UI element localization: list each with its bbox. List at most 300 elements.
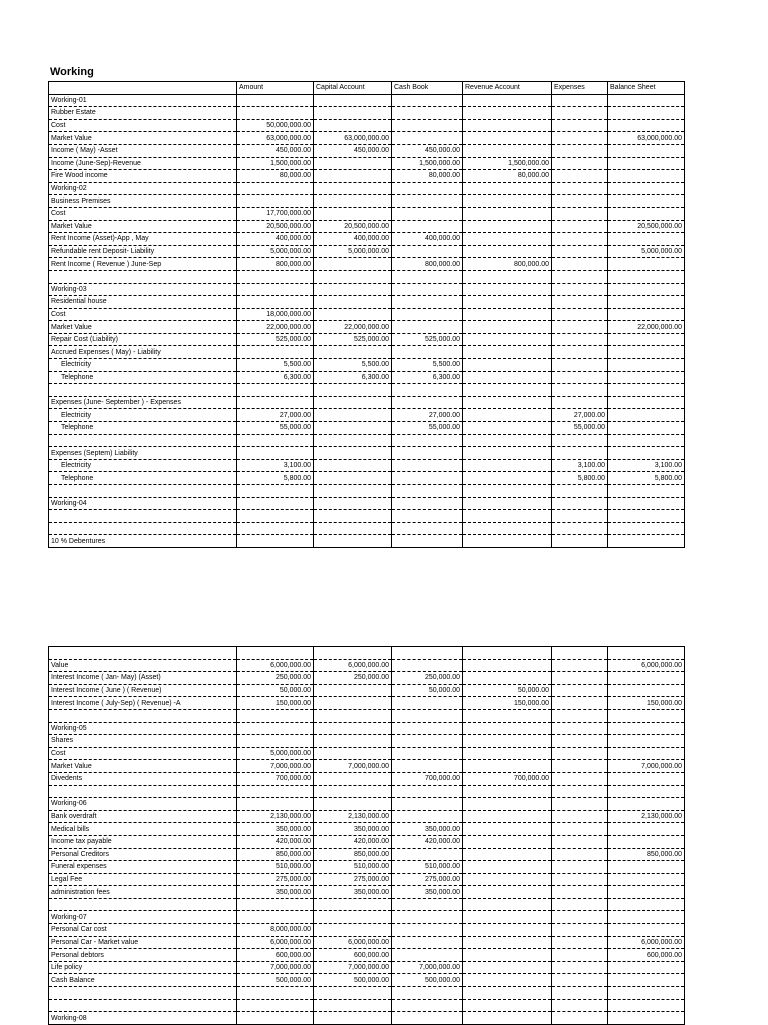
value-cell <box>608 94 685 107</box>
value-cell <box>463 522 552 535</box>
value-cell <box>463 961 552 974</box>
value-cell <box>314 396 392 409</box>
value-cell <box>463 220 552 233</box>
value-cell <box>552 886 608 899</box>
value-cell <box>608 772 685 785</box>
value-cell <box>392 107 463 120</box>
value-cell <box>552 245 608 258</box>
value-cell <box>237 396 314 409</box>
value-cell <box>608 497 685 510</box>
value-cell <box>608 270 685 283</box>
value-cell <box>608 886 685 899</box>
value-cell <box>608 974 685 987</box>
value-cell <box>314 94 392 107</box>
value-cell <box>608 144 685 157</box>
row-label-cell: Market Value <box>49 132 237 145</box>
table-row <box>49 422 685 435</box>
header-row <box>49 82 685 95</box>
value-cell: 850,000.00 <box>608 848 685 861</box>
table-row <box>49 258 685 271</box>
table-row <box>49 447 685 460</box>
value-cell: 525,000.00 <box>392 333 463 346</box>
value-cell <box>237 94 314 107</box>
table-row <box>49 283 685 296</box>
value-cell <box>608 522 685 535</box>
value-cell: 2,130,000.00 <box>314 810 392 823</box>
value-cell <box>608 107 685 120</box>
value-cell: 20,500,000.00 <box>237 220 314 233</box>
value-cell: 350,000.00 <box>237 886 314 899</box>
value-cell <box>237 434 314 447</box>
value-cell <box>392 321 463 334</box>
value-cell <box>463 497 552 510</box>
table-row <box>49 182 685 195</box>
value-cell: 800,000.00 <box>392 258 463 271</box>
table-row <box>49 949 685 962</box>
value-cell <box>392 497 463 510</box>
value-cell: 7,000,000.00 <box>314 961 392 974</box>
value-cell <box>463 672 552 685</box>
value-cell <box>552 195 608 208</box>
value-cell: 700,000.00 <box>463 772 552 785</box>
row-label-cell: Income (June-Sep)-Revenue <box>49 157 237 170</box>
value-cell <box>392 308 463 321</box>
row-label-cell: Market Value <box>49 760 237 773</box>
table-row <box>49 861 685 874</box>
value-cell <box>392 697 463 710</box>
value-cell <box>314 422 392 435</box>
value-cell <box>552 936 608 949</box>
value-cell <box>608 709 685 722</box>
value-cell <box>314 747 392 760</box>
value-cell <box>314 735 392 748</box>
table-row <box>49 647 685 660</box>
value-cell <box>608 182 685 195</box>
value-cell <box>314 722 392 735</box>
value-cell: 1,500,000.00 <box>237 157 314 170</box>
row-label-cell: Divedents <box>49 772 237 785</box>
value-cell: 2,130,000.00 <box>608 810 685 823</box>
row-label-cell: Interest Income ( July-Sep) ( Revenue) -A <box>49 697 237 710</box>
table-row <box>49 233 685 246</box>
value-cell <box>392 94 463 107</box>
row-label-cell: Electricity <box>49 409 237 422</box>
value-cell: 63,000,000.00 <box>314 132 392 145</box>
value-cell: 510,000.00 <box>392 861 463 874</box>
value-cell <box>392 510 463 523</box>
value-cell <box>314 182 392 195</box>
value-cell: 350,000.00 <box>237 823 314 836</box>
value-cell <box>552 898 608 911</box>
value-cell <box>608 987 685 1000</box>
value-cell <box>463 233 552 246</box>
value-cell <box>463 182 552 195</box>
row-label-cell: Income ( May) -Asset <box>49 144 237 157</box>
row-label-cell <box>49 987 237 1000</box>
table-row <box>49 157 685 170</box>
value-cell <box>608 647 685 660</box>
value-cell <box>608 409 685 422</box>
value-cell: 850,000.00 <box>237 848 314 861</box>
value-cell <box>463 308 552 321</box>
row-label-cell <box>49 434 237 447</box>
value-cell <box>552 911 608 924</box>
value-cell <box>552 722 608 735</box>
value-cell <box>552 798 608 811</box>
value-cell: 600,000.00 <box>314 949 392 962</box>
value-cell: 7,000,000.00 <box>608 760 685 773</box>
value-cell <box>237 195 314 208</box>
value-cell: 63,000,000.00 <box>608 132 685 145</box>
value-cell <box>463 510 552 523</box>
value-cell: 420,000.00 <box>392 835 463 848</box>
value-cell: 500,000.00 <box>392 974 463 987</box>
value-cell: 150,000.00 <box>608 697 685 710</box>
value-cell <box>314 283 392 296</box>
value-cell <box>314 522 392 535</box>
value-cell <box>608 672 685 685</box>
value-cell <box>314 987 392 1000</box>
table-row <box>49 522 685 535</box>
value-cell: 6,300.00 <box>237 371 314 384</box>
value-cell <box>314 270 392 283</box>
row-label-cell: Repair Cost (Liability) <box>49 333 237 346</box>
value-cell <box>463 810 552 823</box>
value-cell <box>463 321 552 334</box>
value-cell <box>237 647 314 660</box>
value-cell <box>608 346 685 359</box>
value-cell <box>463 270 552 283</box>
value-cell <box>237 447 314 460</box>
value-cell <box>463 823 552 836</box>
value-cell <box>552 747 608 760</box>
value-cell <box>608 422 685 435</box>
value-cell <box>552 119 608 132</box>
row-label-cell: Interest Income ( Jan- May) (Asset) <box>49 672 237 685</box>
value-cell: 50,000.00 <box>237 684 314 697</box>
value-cell <box>392 722 463 735</box>
value-cell <box>392 735 463 748</box>
header-cell-cash-book: Cash Book <box>392 82 463 95</box>
value-cell <box>314 798 392 811</box>
value-cell <box>314 647 392 660</box>
table-row <box>49 772 685 785</box>
value-cell <box>392 760 463 773</box>
value-cell <box>463 1012 552 1025</box>
value-cell: 600,000.00 <box>608 949 685 962</box>
row-label-cell <box>49 999 237 1012</box>
row-label-cell <box>49 785 237 798</box>
value-cell <box>608 535 685 548</box>
value-cell: 20,500,000.00 <box>314 220 392 233</box>
value-cell <box>608 911 685 924</box>
table-row <box>49 245 685 258</box>
row-label-cell: Market Value <box>49 321 237 334</box>
value-cell <box>314 684 392 697</box>
value-cell <box>392 195 463 208</box>
value-cell <box>237 346 314 359</box>
value-cell <box>463 886 552 899</box>
value-cell <box>314 911 392 924</box>
table-row <box>49 535 685 548</box>
value-cell <box>552 810 608 823</box>
value-cell: 6,000,000.00 <box>237 659 314 672</box>
row-label-cell: Income tax payable <box>49 835 237 848</box>
value-cell <box>552 823 608 836</box>
row-label-cell <box>49 510 237 523</box>
value-cell <box>314 434 392 447</box>
value-cell <box>552 522 608 535</box>
value-cell <box>552 848 608 861</box>
value-cell: 350,000.00 <box>314 823 392 836</box>
value-cell: 525,000.00 <box>314 333 392 346</box>
value-cell <box>552 346 608 359</box>
value-cell <box>392 647 463 660</box>
value-cell <box>552 270 608 283</box>
table-row <box>49 974 685 987</box>
row-label-cell: Working-04 <box>49 497 237 510</box>
value-cell <box>463 659 552 672</box>
value-cell <box>463 359 552 372</box>
value-cell <box>552 333 608 346</box>
value-cell <box>608 233 685 246</box>
row-label-cell: Cash Balance <box>49 974 237 987</box>
row-label-cell: Telephone <box>49 371 237 384</box>
value-cell: 5,800.00 <box>552 472 608 485</box>
value-cell <box>608 823 685 836</box>
table-row <box>49 119 685 132</box>
value-cell <box>552 659 608 672</box>
value-cell: 700,000.00 <box>237 772 314 785</box>
value-cell <box>314 384 392 397</box>
value-cell <box>392 1012 463 1025</box>
value-cell <box>463 396 552 409</box>
table-row <box>49 497 685 510</box>
value-cell <box>237 999 314 1012</box>
header-cell-expenses: Expenses <box>552 82 608 95</box>
value-cell <box>392 949 463 962</box>
value-cell <box>392 447 463 460</box>
value-cell: 7,000,000.00 <box>392 961 463 974</box>
table-row <box>49 672 685 685</box>
value-cell <box>552 647 608 660</box>
value-cell: 400,000.00 <box>392 233 463 246</box>
value-cell <box>608 924 685 937</box>
value-cell: 22,000,000.00 <box>314 321 392 334</box>
row-label-cell: Cost <box>49 207 237 220</box>
value-cell <box>237 283 314 296</box>
value-cell: 275,000.00 <box>314 873 392 886</box>
value-cell: 27,000.00 <box>237 409 314 422</box>
value-cell <box>314 472 392 485</box>
value-cell <box>463 898 552 911</box>
value-cell <box>463 974 552 987</box>
table-row <box>49 220 685 233</box>
value-cell <box>552 220 608 233</box>
value-cell <box>237 1012 314 1025</box>
row-label-cell: Cost <box>49 308 237 321</box>
value-cell <box>608 510 685 523</box>
value-cell: 8,000,000.00 <box>237 924 314 937</box>
working-table-2 <box>48 646 685 1025</box>
row-label-cell: Personal Car cost <box>49 924 237 937</box>
value-cell <box>552 924 608 937</box>
row-label-cell: Residential house <box>49 296 237 309</box>
value-cell <box>552 1012 608 1025</box>
value-cell: 450,000.00 <box>314 144 392 157</box>
value-cell <box>552 535 608 548</box>
value-cell <box>552 949 608 962</box>
table-row <box>49 697 685 710</box>
value-cell: 250,000.00 <box>314 672 392 685</box>
value-cell <box>608 898 685 911</box>
value-cell: 5,500.00 <box>392 359 463 372</box>
value-cell <box>237 709 314 722</box>
table-row <box>49 659 685 672</box>
value-cell <box>608 961 685 974</box>
value-cell <box>463 447 552 460</box>
value-cell: 800,000.00 <box>463 258 552 271</box>
value-cell <box>608 333 685 346</box>
value-cell <box>552 144 608 157</box>
value-cell: 6,000,000.00 <box>314 659 392 672</box>
value-cell <box>463 195 552 208</box>
value-cell <box>608 747 685 760</box>
value-cell: 7,000,000.00 <box>237 760 314 773</box>
value-cell <box>463 911 552 924</box>
value-cell <box>314 999 392 1012</box>
row-label-cell: Working-01 <box>49 94 237 107</box>
value-cell <box>552 684 608 697</box>
value-cell: 50,000.00 <box>392 684 463 697</box>
row-label-cell <box>49 522 237 535</box>
value-cell <box>314 195 392 208</box>
value-cell <box>392 999 463 1012</box>
value-cell <box>237 182 314 195</box>
header-cell-label <box>49 82 237 95</box>
table-row <box>49 371 685 384</box>
value-cell <box>392 132 463 145</box>
value-cell <box>552 371 608 384</box>
value-cell: 55,000.00 <box>237 422 314 435</box>
value-cell <box>608 283 685 296</box>
row-label-cell: Personal Creditors <box>49 848 237 861</box>
value-cell <box>608 396 685 409</box>
value-cell <box>463 485 552 498</box>
table-row <box>49 873 685 886</box>
table-row <box>49 898 685 911</box>
value-cell <box>392 848 463 861</box>
value-cell: 500,000.00 <box>314 974 392 987</box>
value-cell: 5,000,000.00 <box>237 245 314 258</box>
value-cell <box>392 182 463 195</box>
value-cell: 150,000.00 <box>463 697 552 710</box>
value-cell: 6,000,000.00 <box>608 936 685 949</box>
value-cell <box>463 647 552 660</box>
value-cell <box>608 785 685 798</box>
value-cell: 27,000.00 <box>552 409 608 422</box>
value-cell <box>392 659 463 672</box>
value-cell <box>608 157 685 170</box>
value-cell: 250,000.00 <box>392 672 463 685</box>
value-cell <box>314 107 392 120</box>
row-label-cell: Telephone <box>49 422 237 435</box>
value-cell <box>463 835 552 848</box>
value-cell <box>314 510 392 523</box>
value-cell <box>463 144 552 157</box>
table-row <box>49 321 685 334</box>
row-label-cell: Cost <box>49 119 237 132</box>
table-row <box>49 396 685 409</box>
value-cell <box>608 861 685 874</box>
value-cell: 55,000.00 <box>392 422 463 435</box>
value-cell: 18,000,000.00 <box>237 308 314 321</box>
value-cell <box>608 296 685 309</box>
value-cell <box>392 346 463 359</box>
row-label-cell: Working-02 <box>49 182 237 195</box>
value-cell: 5,500.00 <box>314 359 392 372</box>
table-row <box>49 823 685 836</box>
value-cell <box>237 107 314 120</box>
table-row <box>49 434 685 447</box>
value-cell: 525,000.00 <box>237 333 314 346</box>
value-cell: 6,000,000.00 <box>237 936 314 949</box>
value-cell <box>314 924 392 937</box>
value-cell <box>608 371 685 384</box>
value-cell <box>552 384 608 397</box>
value-cell: 350,000.00 <box>392 823 463 836</box>
value-cell: 80,000.00 <box>237 170 314 183</box>
value-cell: 250,000.00 <box>237 672 314 685</box>
value-cell <box>552 961 608 974</box>
value-cell <box>463 119 552 132</box>
value-cell <box>463 371 552 384</box>
value-cell <box>463 333 552 346</box>
value-cell <box>608 722 685 735</box>
value-cell <box>237 798 314 811</box>
value-cell <box>552 697 608 710</box>
value-cell <box>552 157 608 170</box>
value-cell <box>392 485 463 498</box>
value-cell <box>392 296 463 309</box>
row-label-cell: Accrued Expenses ( May) - Liability <box>49 346 237 359</box>
value-cell <box>314 697 392 710</box>
value-cell <box>392 911 463 924</box>
value-cell <box>608 384 685 397</box>
row-label-cell <box>49 485 237 498</box>
table-row <box>49 684 685 697</box>
value-cell <box>463 535 552 548</box>
row-label-cell: Market Value <box>49 220 237 233</box>
table-row <box>49 207 685 220</box>
value-cell <box>552 497 608 510</box>
value-cell <box>314 207 392 220</box>
value-cell <box>237 497 314 510</box>
value-cell <box>392 924 463 937</box>
value-cell <box>608 684 685 697</box>
value-cell <box>552 873 608 886</box>
value-cell <box>314 485 392 498</box>
value-cell <box>552 510 608 523</box>
value-cell <box>552 321 608 334</box>
value-cell <box>608 798 685 811</box>
value-cell <box>608 999 685 1012</box>
value-cell: 5,000,000.00 <box>608 245 685 258</box>
table-row <box>49 936 685 949</box>
table-row <box>49 409 685 422</box>
row-label-cell: Interest Income ( June ) ( Revenue) <box>49 684 237 697</box>
value-cell <box>463 409 552 422</box>
